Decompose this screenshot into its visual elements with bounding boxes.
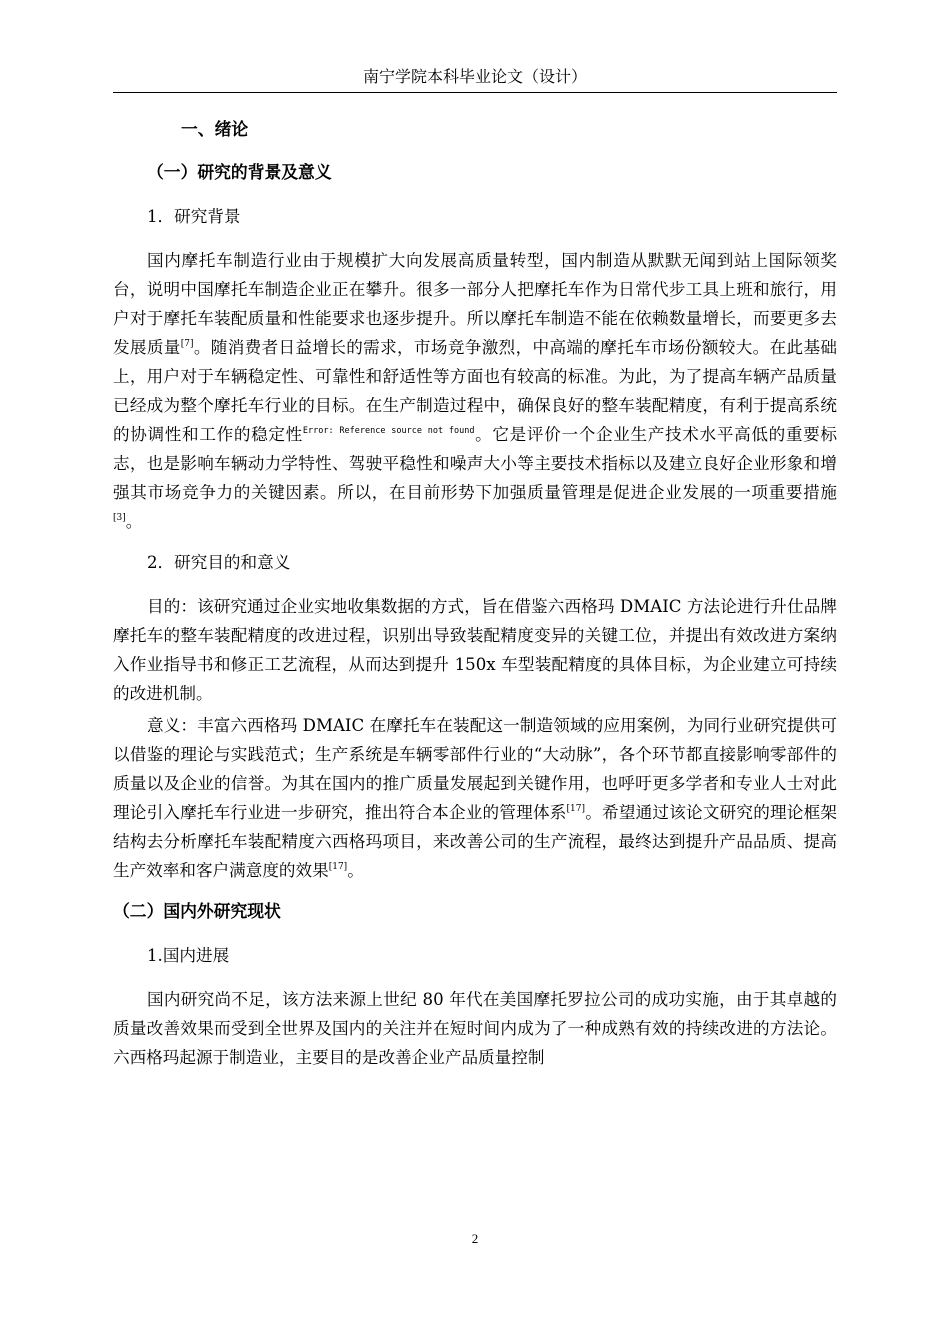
text-run: 意义：丰富六西格玛 DMAIC 在摩托车在装配这一制造领域的应用案例，为同行业研究提供可以借鉴的理论与实践范式；生产系统是车辆零部件行业的“大动脉”，各个环节都直接影响零部件的质量以及企业的信誉。为其在国内的推广质量发展起到关键作用，也呼吁更多学者和专业人士对此理论引入摩托车行业进一步研究，推出符合本企业的管理体系 <box>113 716 837 822</box>
section-heading-background: （一）研究的背景及意义 <box>147 162 332 182</box>
citation-ref: [3] <box>113 513 126 523</box>
subsection-heading-domestic: 1.国内进展 <box>147 946 230 965</box>
text-run: 。 <box>125 512 143 531</box>
section-heading-status: （二）国内外研究现状 <box>113 901 281 921</box>
text-run: 。随消费者日益增长的需求，市场竞争激烈，中高端的摩托车市场份额较大。在此基础上，用户对于车辆稳定性、可靠性和舒适性等方面也有较高的标准。为此，为了提高车辆产品质量已经成为整个摩托车行业的目标。在生产制造过程中，确保良好的整车装配精度，有利于提高系统的协调性和工作的稳定性 <box>113 338 838 444</box>
text-run: 。它是评价一个企业生产技术水平高低的重要标志，也是影响车辆动力学特性、驾驶平稳性和噪声大小等主要技术指标以及建立良好企业形象和增强其市场竞争力的关键因素。所以，在目前形势下加强质量管理是促进企业发展的一项重要措施 <box>113 425 838 502</box>
paragraph-purpose: 目的：该研究通过企业实地收集数据的方式，旨在借鉴六西格玛 DMAIC 方法论进行升仕品牌摩托车的整车装配精度的改进过程，识别出导致装配精度变异的关键工位，并提出有效改进方案纳入作业指导书和修正工艺流程，从而达到提升 150x 车型装配精度的具体目标，为企业建立可持续的改进机制。 <box>113 597 837 703</box>
subsection-heading-background: 1．研究背景 <box>147 207 241 226</box>
paragraph-meaning <box>113 711 837 885</box>
text-run: 。 <box>347 861 364 880</box>
chapter-heading: 一、绪论 <box>181 119 249 139</box>
citation-ref: [17] <box>566 804 586 814</box>
text-run: 。希望通过该论文研究的理论框架结构去分析摩托车装配精度六西格玛项目，来改善公司的生产流程，最终达到提升产品品质、提高生产效率和客户满意度的效果 <box>113 803 838 880</box>
reference-error-text: Error: Reference source not found <box>302 426 475 436</box>
running-header: 南宁学院本科毕业论文（设计） <box>113 62 837 93</box>
citation-ref: [17] <box>328 862 348 872</box>
text-run: 国内摩托车制造行业由于规模扩大向发展高质量转型，国内制造从默默无闻到站上国际领奖台，说明中国摩托车制造企业正在攀升。很多一部分人把摩托车作为日常代步工具上班和旅行，用户对于摩托车装配质量和性能要求也逐步提升。所以摩托车制造不能在依赖数量增长，而要更多去发展质量 <box>113 251 837 357</box>
subsection-heading-purpose: 2．研究目的和意义 <box>147 553 291 572</box>
main-content <box>113 115 837 1072</box>
paragraph-domestic: 国内研究尚不足，该方法来源上世纪 80 年代在美国摩托罗拉公司的成功实施，由于其卓越的质量改善效果而受到全世界及国内的关注并在短时间内成为了一种成熟有效的持续改进的方法论。六西格玛起源于制造业，主要目的是改善企业产品质量控制 <box>113 990 837 1067</box>
paragraph-background <box>113 246 837 536</box>
citation-ref: [7] <box>180 339 194 349</box>
page-number: 2 <box>471 1231 479 1246</box>
